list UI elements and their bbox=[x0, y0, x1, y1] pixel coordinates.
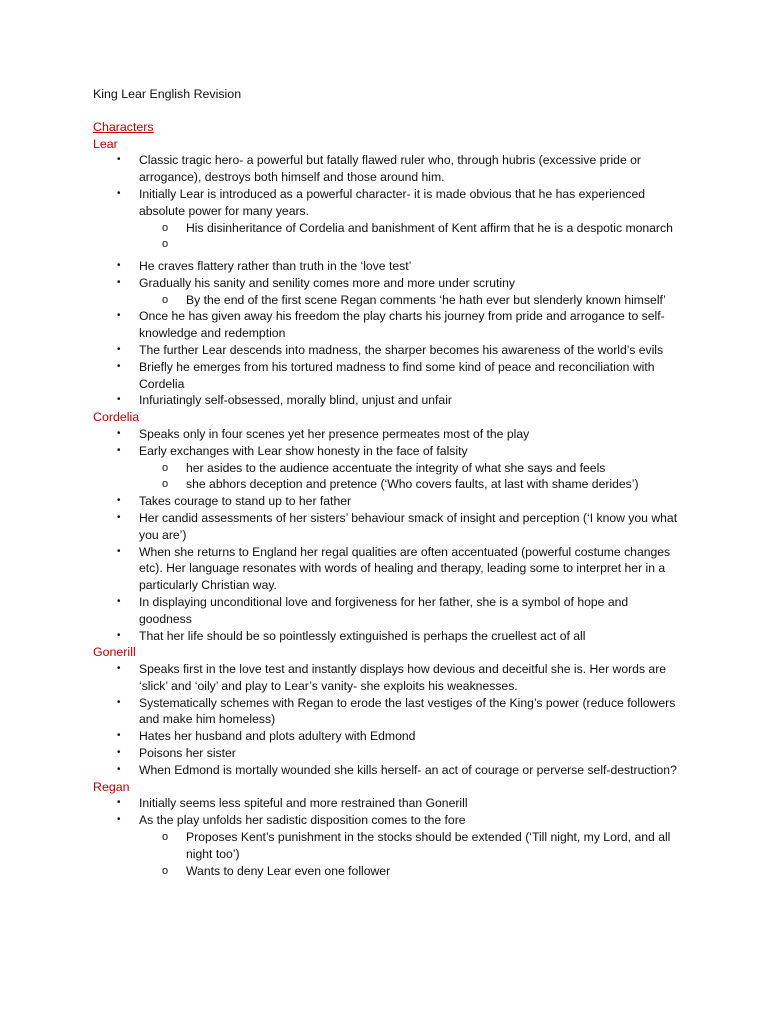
list-item bbox=[93, 812, 683, 879]
list-item bbox=[93, 443, 683, 493]
circle-bullet-icon: o bbox=[162, 461, 169, 474]
sub-bullet-list bbox=[139, 220, 683, 258]
circle-bullet-icon: o bbox=[162, 831, 169, 844]
sub-list-item bbox=[139, 220, 683, 237]
bullet-icon: • bbox=[117, 663, 121, 675]
bullet-icon: • bbox=[117, 595, 121, 607]
character-sections bbox=[93, 136, 683, 880]
sub-list-item bbox=[139, 460, 683, 477]
sub-list-item-text: Wants to deny Lear even one follower bbox=[186, 863, 391, 878]
list-item bbox=[93, 695, 683, 729]
bullet-list bbox=[93, 661, 683, 779]
list-item-text: As the play unfolds her sadistic disposition comes to the fore bbox=[139, 813, 466, 828]
bullet-icon: • bbox=[117, 763, 121, 775]
bullet-icon: • bbox=[117, 310, 121, 322]
bullet-icon: • bbox=[117, 495, 121, 507]
bullet-icon: • bbox=[117, 394, 121, 406]
bullet-icon: • bbox=[117, 797, 121, 809]
sub-list-item-text: His disinheritance of Cordelia and banishment of Kent affirm that he is a despotic monarch bbox=[186, 220, 673, 235]
bullet-icon: • bbox=[117, 187, 121, 199]
list-item-text: Speaks only in four scenes yet her presence permeates most of the play bbox=[139, 426, 530, 441]
document-title: King Lear English Revision bbox=[93, 87, 242, 101]
list-item bbox=[93, 342, 683, 359]
sub-list-item-text: Proposes Kent’s punishment in the stocks should be extended (‘Till night, my Lord, and all night too’) bbox=[186, 830, 671, 861]
sub-list-item-text: she abhors deception and pretence (‘Who covers faults, at last with shame derides’) bbox=[186, 477, 639, 492]
document-page bbox=[93, 86, 683, 879]
list-item bbox=[93, 359, 683, 393]
list-item-text: When she returns to England her regal qualities are often accentuated (powerful costume changes etc). Her language resonates with words of healing and therapy, leading some to interpret her in a particularly Christian way. bbox=[139, 544, 671, 593]
bullet-icon: • bbox=[117, 747, 121, 759]
sub-bullet-list bbox=[139, 460, 683, 494]
list-item bbox=[93, 628, 683, 645]
bullet-icon: • bbox=[117, 259, 121, 271]
section-heading-regan: Regan bbox=[93, 779, 130, 794]
bullet-icon: • bbox=[117, 814, 121, 826]
bullet-icon: • bbox=[117, 343, 121, 355]
bullet-icon: • bbox=[117, 154, 121, 166]
list-item-text: Early exchanges with Lear show honesty in the face of falsity bbox=[139, 443, 468, 458]
list-item bbox=[93, 308, 683, 342]
list-item bbox=[93, 392, 683, 409]
section-cordelia bbox=[93, 409, 683, 644]
sub-list-item bbox=[139, 829, 683, 863]
list-item bbox=[93, 661, 683, 695]
section-lear bbox=[93, 136, 683, 410]
list-item-text: When Edmond is mortally wounded she kills herself- an act of courage or perverse self-destruction? bbox=[139, 762, 677, 777]
bullet-icon: • bbox=[117, 444, 121, 456]
list-item-text: Poisons her sister bbox=[139, 746, 236, 761]
list-item-text: Hates her husband and plots adultery with Edmond bbox=[139, 729, 416, 744]
list-item-text: Takes courage to stand up to her father bbox=[139, 494, 352, 509]
section-gonerill bbox=[93, 644, 683, 778]
bullet-icon: • bbox=[117, 360, 121, 372]
section-heading-gonerill: Gonerill bbox=[93, 645, 136, 660]
sub-list-item-text: her asides to the audience accentuate the integrity of what she says and feels bbox=[186, 460, 606, 475]
list-item bbox=[93, 795, 683, 812]
list-item-text: Classic tragic hero- a powerful but fatally flawed ruler who, through hubris (excessive pride or arrogance), destroys both himself and those around him. bbox=[139, 153, 641, 185]
bullet-list bbox=[93, 152, 683, 409]
list-item-text: Briefly he emerges from his tortured madness to find some kind of peace and reconciliation with Cordelia bbox=[139, 359, 655, 391]
list-item-text: Initially seems less spiteful and more restrained than Gonerill bbox=[139, 796, 468, 811]
list-item bbox=[93, 594, 683, 628]
list-item-text: Systematically schemes with Regan to erode the last vestiges of the King’s power (reduce followers and make him homeless) bbox=[139, 695, 676, 727]
sub-list-item bbox=[139, 476, 683, 493]
circle-bullet-icon: o bbox=[162, 221, 169, 234]
sub-bullet-list bbox=[139, 292, 683, 309]
bullet-icon: • bbox=[117, 276, 121, 288]
list-item-text: In displaying unconditional love and forgiveness for her father, she is a symbol of hope and goodness bbox=[139, 594, 629, 626]
sub-list-item bbox=[139, 863, 683, 880]
list-item bbox=[93, 762, 683, 779]
list-item-text: That her life should be so pointlessly extinguished is perhaps the cruellest act of all bbox=[139, 628, 586, 643]
circle-bullet-icon: o bbox=[162, 238, 169, 251]
list-item-text: Gradually his sanity and senility comes more and more under scrutiny bbox=[139, 275, 515, 290]
list-item bbox=[93, 493, 683, 510]
list-item bbox=[93, 186, 683, 258]
bullet-icon: • bbox=[117, 730, 121, 742]
bullet-icon: • bbox=[117, 629, 121, 641]
circle-bullet-icon: o bbox=[162, 478, 169, 491]
bullet-list bbox=[93, 426, 683, 644]
list-item bbox=[93, 728, 683, 745]
list-item-text: He craves flattery rather than truth in the ‘love test’ bbox=[139, 258, 412, 273]
list-item-text: The further Lear descends into madness, the sharper becomes his awareness of the world’s evils bbox=[139, 342, 664, 357]
list-item-text: Speaks first in the love test and instantly displays how devious and deceitful she is. Her words are ‘slick’ and ‘oily’ and play to Lear’s vanity- she exploits his weaknesses. bbox=[139, 662, 667, 693]
list-item bbox=[93, 258, 683, 275]
list-item bbox=[93, 510, 683, 544]
characters-heading: Characters bbox=[93, 119, 154, 134]
list-item-text: Infuriatingly self-obsessed, morally blind, unjust and unfair bbox=[139, 393, 452, 408]
list-item-text: Once he has given away his freedom the play charts his journey from pride and arrogance to self-knowledge and redemption bbox=[139, 309, 665, 341]
section-heading-lear: Lear bbox=[93, 136, 118, 151]
circle-bullet-icon: o bbox=[162, 864, 169, 877]
section-heading-cordelia: Cordelia bbox=[93, 410, 140, 425]
sub-list-item bbox=[139, 292, 683, 309]
list-item-text: Her candid assessments of her sisters’ behaviour smack of insight and perception (‘I know you what you are’) bbox=[139, 510, 678, 542]
bullet-list bbox=[93, 795, 683, 879]
circle-bullet-icon: o bbox=[162, 293, 169, 306]
bullet-icon: • bbox=[117, 511, 121, 523]
section-regan bbox=[93, 779, 683, 880]
sub-list-item-text: By the end of the first scene Regan comments ‘he hath ever but slenderly known himself’ bbox=[186, 292, 666, 307]
sub-list-item bbox=[139, 236, 683, 258]
sub-bullet-list bbox=[139, 829, 683, 879]
list-item bbox=[93, 152, 683, 186]
list-item bbox=[93, 426, 683, 443]
bullet-icon: • bbox=[117, 427, 121, 439]
list-item-text: Initially Lear is introduced as a powerful character- it is made obvious that he has experienced absolute power for many years. bbox=[139, 186, 646, 218]
list-item bbox=[93, 544, 683, 594]
bullet-icon: • bbox=[117, 545, 121, 557]
bullet-icon: • bbox=[117, 696, 121, 708]
list-item bbox=[93, 745, 683, 762]
list-item bbox=[93, 275, 683, 309]
